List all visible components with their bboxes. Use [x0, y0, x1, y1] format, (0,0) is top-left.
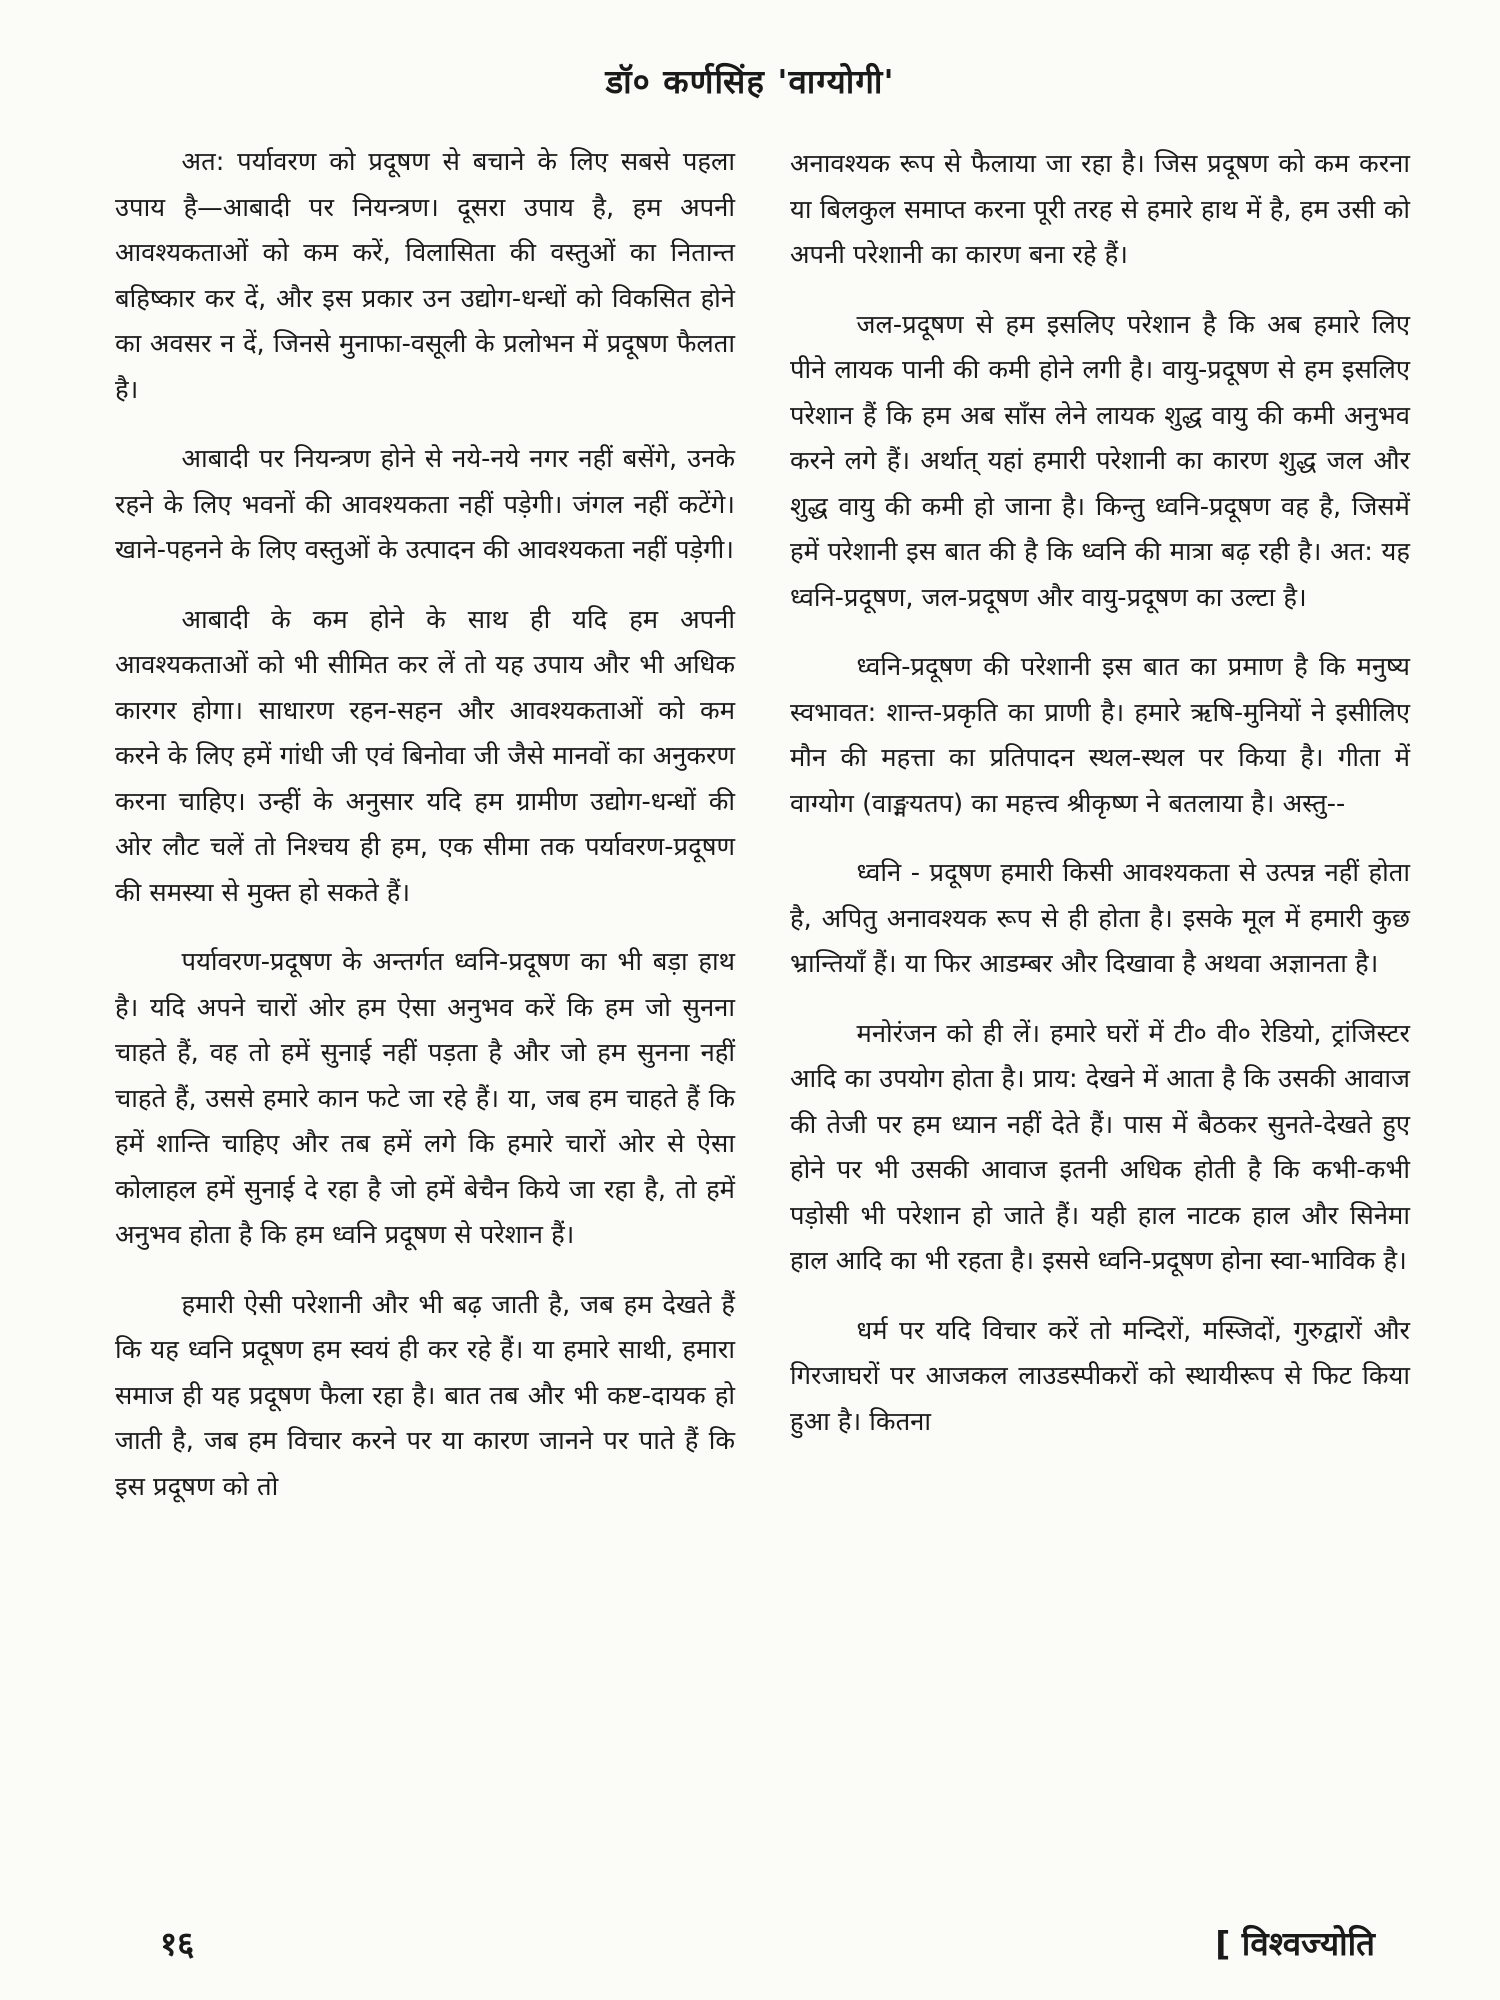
- publication-name: [ विश्वज्योति: [1215, 1924, 1375, 1963]
- paragraph: जल-प्रदूषण से हम इसलिए परेशान है कि अब हमारे लिए पीने लायक पानी की कमी होने लगी है। वायु-प्रदूषण से हम इसलिए परेशान हैं कि हम अब साँस लेने लायक शुद्ध वायु की कमी अनुभव करने लगे हैं। अर्थात् यहां हमारी परेशानी का कारण शुद्ध जल और शुद्ध वायु की कमी हो जाना है। किन्तु ध्वनि-प्रदूषण वह है, जिसमें हमें परेशानी इस बात की है कि ध्वनि की मात्रा बढ़ रही है। अत: यह ध्वनि-प्रदूषण, जल-प्रदूषण और वायु-प्रदूषण का उल्टा है।: [790, 309, 1410, 613]
- page-footer: [0, 1920, 1500, 1970]
- right-column: [790, 142, 1410, 1469]
- paragraph: धर्म पर यदि विचार करें तो मन्दिरों, मस्जिदों, गुरुद्वारों और गिरजाघरों पर आजकल लाउडस्पीकरों को स्थायीरूप से फिट किया हुआ है। कितना: [790, 1315, 1410, 1437]
- paragraph: हमारी ऐसी परेशानी और भी बढ़ जाती है, जब हम देखते हैं कि यह ध्वनि प्रदूषण हम स्वयं ही कर रहे हैं। या हमारे साथी, हमारा समाज ही यह प्रदूषण फैला रहा है। बात तब और भी कष्ट-दायक हो जाती है, जब हम विचार करने पर या कारण जानने पर पाते हैं कि इस प्रदूषण को तो: [115, 1289, 735, 1502]
- paragraph: ध्वनि - प्रदूषण हमारी किसी आवश्यकता से उत्पन्न नहीं होता है, अपितु अनावश्यक रूप से ही होता है। इसके मूल में हमारी कुछ भ्रान्तियाँ हैं। या फिर आडम्बर और दिखावा है अथवा अज्ञानता है।: [790, 858, 1410, 979]
- paragraph: अनावश्यक रूप से फैलाया जा रहा है। जिस प्रदूषण को कम करना या बिलकुल समाप्त करना पूरी तरह से हमारे हाथ में है, हम उसी को अपनी परेशानी का कारण बना रहे हैं।: [790, 149, 1410, 270]
- paragraph: अत: पर्यावरण को प्रदूषण से बचाने के लिए सबसे पहला उपाय है—आबादी पर नियन्त्रण। दूसरा उपाय है, हम अपनी आवश्यकताओं को कम करें, विलासिता की वस्तुओं का नितान्त बहिष्कार कर दें, और इस प्रकार उन उद्योग-धन्धों को विकसित होने का अवसर न दें, जिनसे मुनाफा-वसूली के प्रलोभन में प्रदूषण फैलता है।: [115, 147, 735, 405]
- left-column: [115, 140, 735, 1534]
- page-number: १६: [160, 1924, 195, 1963]
- paragraph: आबादी के कम होने के साथ ही यदि हम अपनी आवश्यकताओं को भी सीमित कर लें तो यह उपाय और भी अधिक कारगर होगा। साधारण रहन-सहन और आवश्यकताओं को कम करने के लिए हमें गांधी जी एवं बिनोवा जी जैसे मानवों का अनुकरण करना चाहिए। उन्हीं के अनुसार यदि हम ग्रामीण उद्योग-धन्धों की ओर लौट चलें तो निश्चय ही हम, एक सीमा तक पर्यावरण-प्रदूषण की समस्या से मुक्त हो सकते हैं।: [115, 604, 735, 908]
- paragraph: मनोरंजन को ही लें। हमारे घरों में टी० वी० रेडियो, ट्रांजिस्टर आदि का उपयोग होता है। प्राय: देखने में आता है कि उसकी आवाज की तेजी पर हम ध्यान नहीं देते हैं। पास में बैठकर सुनते-देखते हुए होने पर भी उसकी आवाज इतनी अधिक होती है कि कभी-कभी पड़ोसी भी परेशान हो जाते हैं। यही हाल नाटक हाल और सिनेमा हाल आदि का भी रहता है। इससे ध्वनि-प्रदूषण होना स्वा-भाविक है।: [790, 1018, 1410, 1276]
- author-name: डॉ० कर्णसिंह 'वाग्योगी': [605, 62, 895, 101]
- paragraph: आबादी पर नियन्त्रण होने से नये-नये नगर नहीं बसेंगे, उनके रहने के लिए भवनों की आवश्यकता नहीं पड़ेगी। जंगल नहीं कटेंगे। खाने-पहनने के लिए वस्तुओं के उत्पादन की आवश्यकता नहीं पड़ेगी।: [115, 444, 735, 565]
- page-header: [0, 58, 1500, 103]
- paragraph: ध्वनि-प्रदूषण की परेशानी इस बात का प्रमाण है कि मनुष्य स्वभावत: शान्त-प्रकृति का प्राणी है। हमारे ऋषि-मुनियों ने इसीलिए मौन की महत्ता का प्रतिपादन स्थल-स्थल पर किया है। गीता में वाग्योग (वाङ्मयतप) का महत्त्व श्रीकृष्ण ने बतलाया है। अस्तु--: [790, 652, 1410, 819]
- paragraph: पर्यावरण-प्रदूषण के अन्तर्गत ध्वनि-प्रदूषण का भी बड़ा हाथ है। यदि अपने चारों ओर हम ऐसा अनुभव करें कि हम जो सुनना चाहते हैं, वह तो हमें सुनाई नहीं पड़ता है और जो हम सुनना नहीं चाहते हैं, उससे हमारे कान फटे जा रहे हैं। या, जब हम चाहते हैं कि हमें शान्ति चाहिए और तब हमें लगे कि हमारे चारों ओर से ऐसा कोलाहल हमें सुनाई दे रहा है जो हमें बेचैन किये जा रहा है, तो हमें अनुभव होता है कि हम ध्वनि प्रदूषण से परेशान हैं।: [115, 947, 735, 1250]
